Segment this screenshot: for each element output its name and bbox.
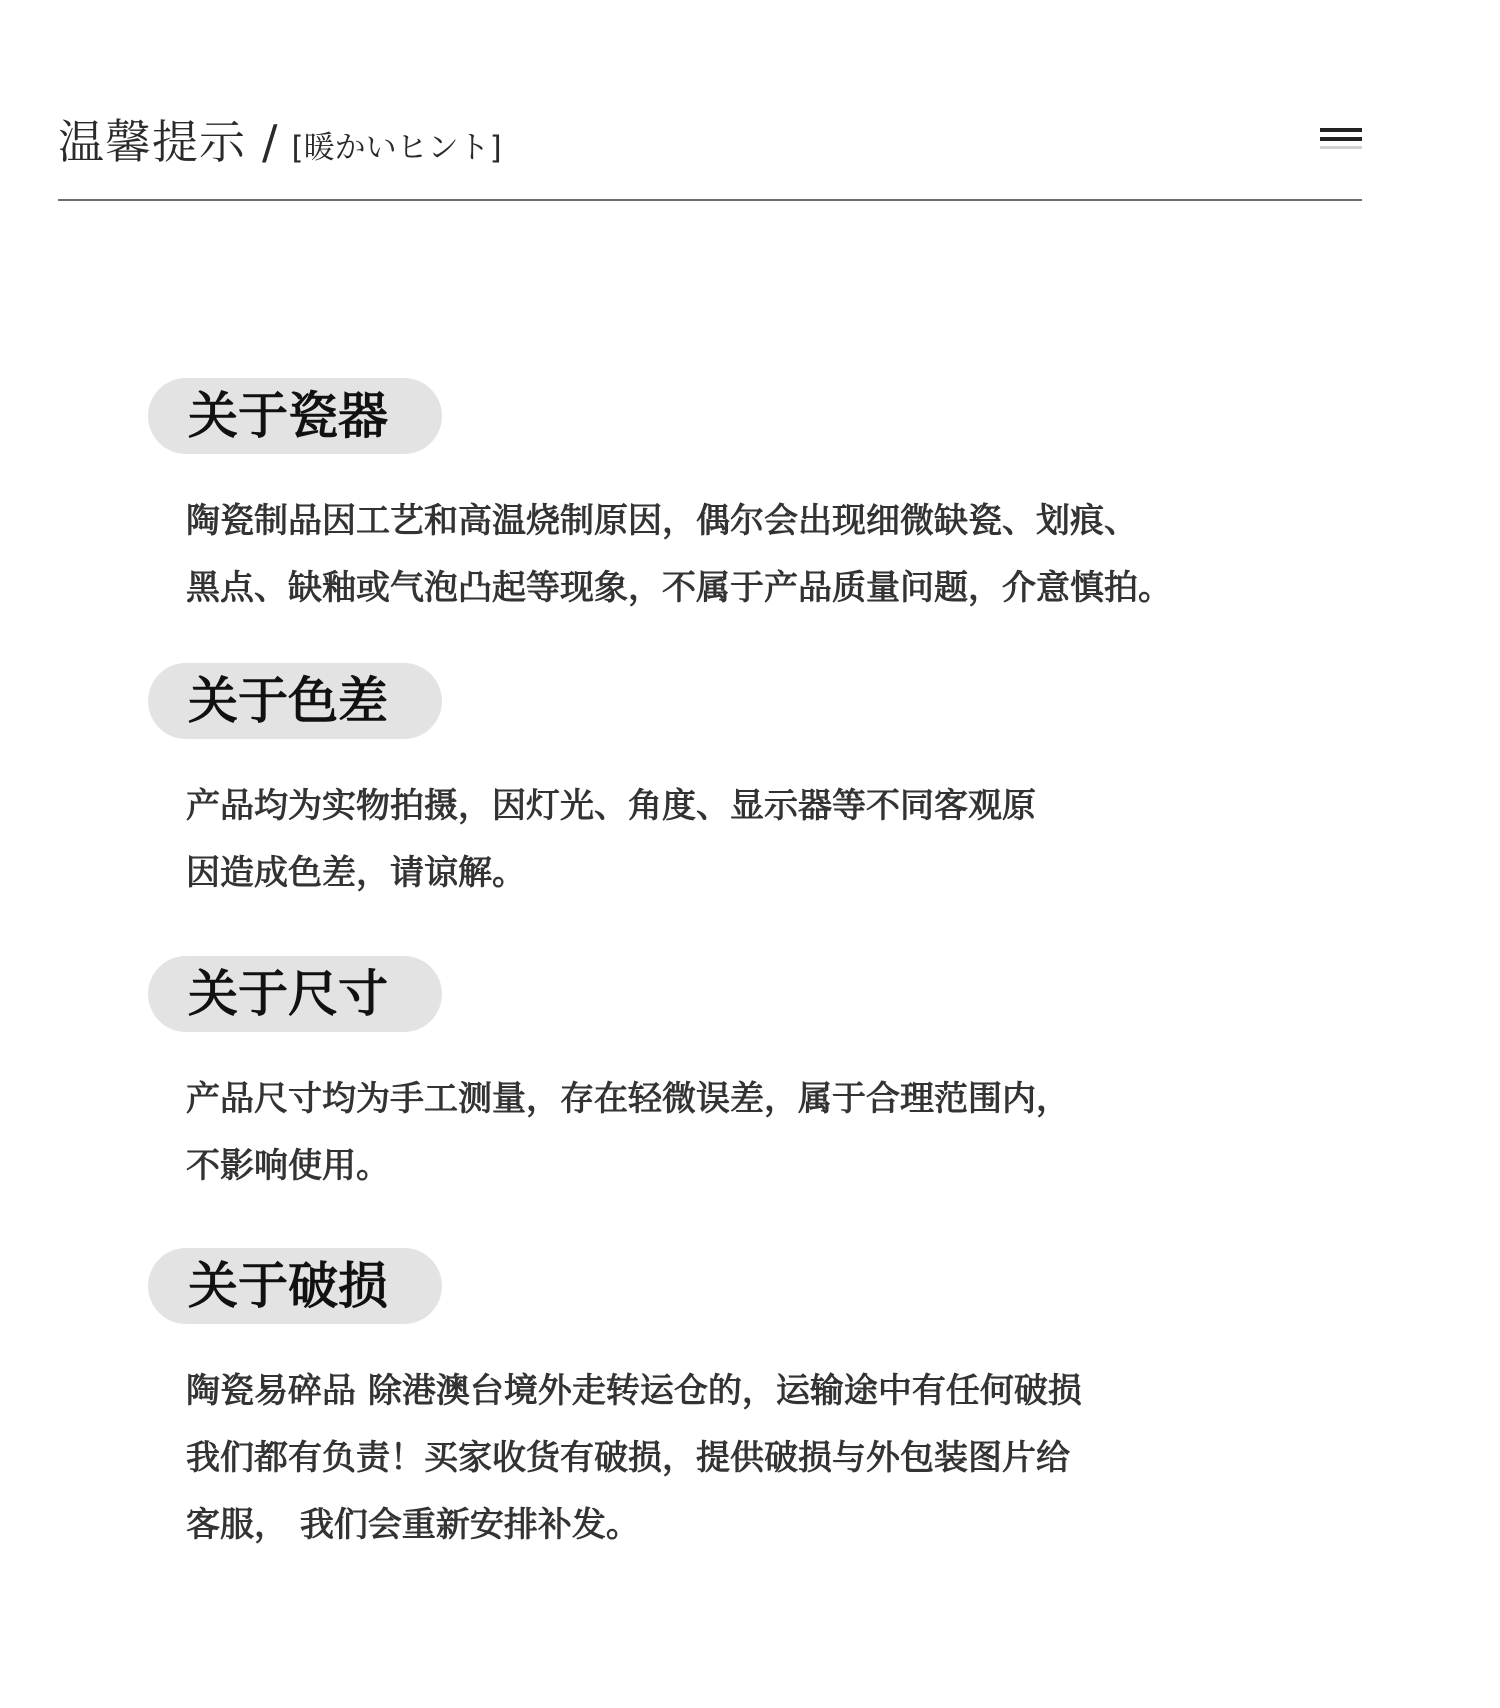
menu-icon-bar bbox=[1320, 137, 1362, 141]
body-line: 陶瓷制品因工艺和高温烧制原因，偶尔会出现细微缺瓷、划痕、 bbox=[186, 501, 1138, 541]
menu-icon[interactable] bbox=[1320, 128, 1362, 150]
section-size bbox=[148, 956, 1348, 1200]
header-divider bbox=[58, 199, 1362, 201]
section-body bbox=[186, 1358, 1348, 1559]
section-color-difference bbox=[148, 663, 1348, 907]
body-line: 客服， 我们会重新安排补发。 bbox=[186, 1505, 640, 1545]
header bbox=[58, 100, 1362, 169]
section-body bbox=[186, 1066, 1348, 1200]
body-line: 我们都有负责！买家收货有破损，提供破损与外包装图片给 bbox=[186, 1438, 1070, 1478]
body-line: 陶瓷易碎品 除港澳台境外走转运仓的，运输途中有任何破损 bbox=[186, 1371, 1082, 1411]
section-heading: 关于色差 bbox=[148, 663, 442, 739]
title-separator: / bbox=[262, 115, 278, 169]
page-title bbox=[58, 106, 502, 172]
body-line: 黑点、缺釉或气泡凸起等现象，不属于产品质量问题，介意慎拍。 bbox=[186, 568, 1172, 608]
section-heading: 关于瓷器 bbox=[148, 378, 442, 454]
menu-icon-bar bbox=[1320, 128, 1362, 132]
menu-icon-shadow bbox=[1320, 146, 1362, 149]
title-japanese: [暖かいヒント] bbox=[291, 130, 502, 166]
section-body bbox=[186, 488, 1348, 622]
body-line: 不影响使用。 bbox=[186, 1146, 390, 1186]
section-heading: 关于破损 bbox=[148, 1248, 442, 1324]
title-chinese: 温馨提示 bbox=[58, 115, 246, 169]
section-body bbox=[186, 773, 1348, 907]
section-heading: 关于尺寸 bbox=[148, 956, 442, 1032]
body-line: 产品均为实物拍摄，因灯光、角度、显示器等不同客观原 bbox=[186, 786, 1036, 826]
body-line: 因造成色差，请谅解。 bbox=[186, 853, 526, 893]
section-damage bbox=[148, 1248, 1348, 1559]
section-porcelain bbox=[148, 378, 1348, 622]
body-line: 产品尺寸均为手工测量，存在轻微误差，属于合理范围内， bbox=[186, 1079, 1070, 1119]
